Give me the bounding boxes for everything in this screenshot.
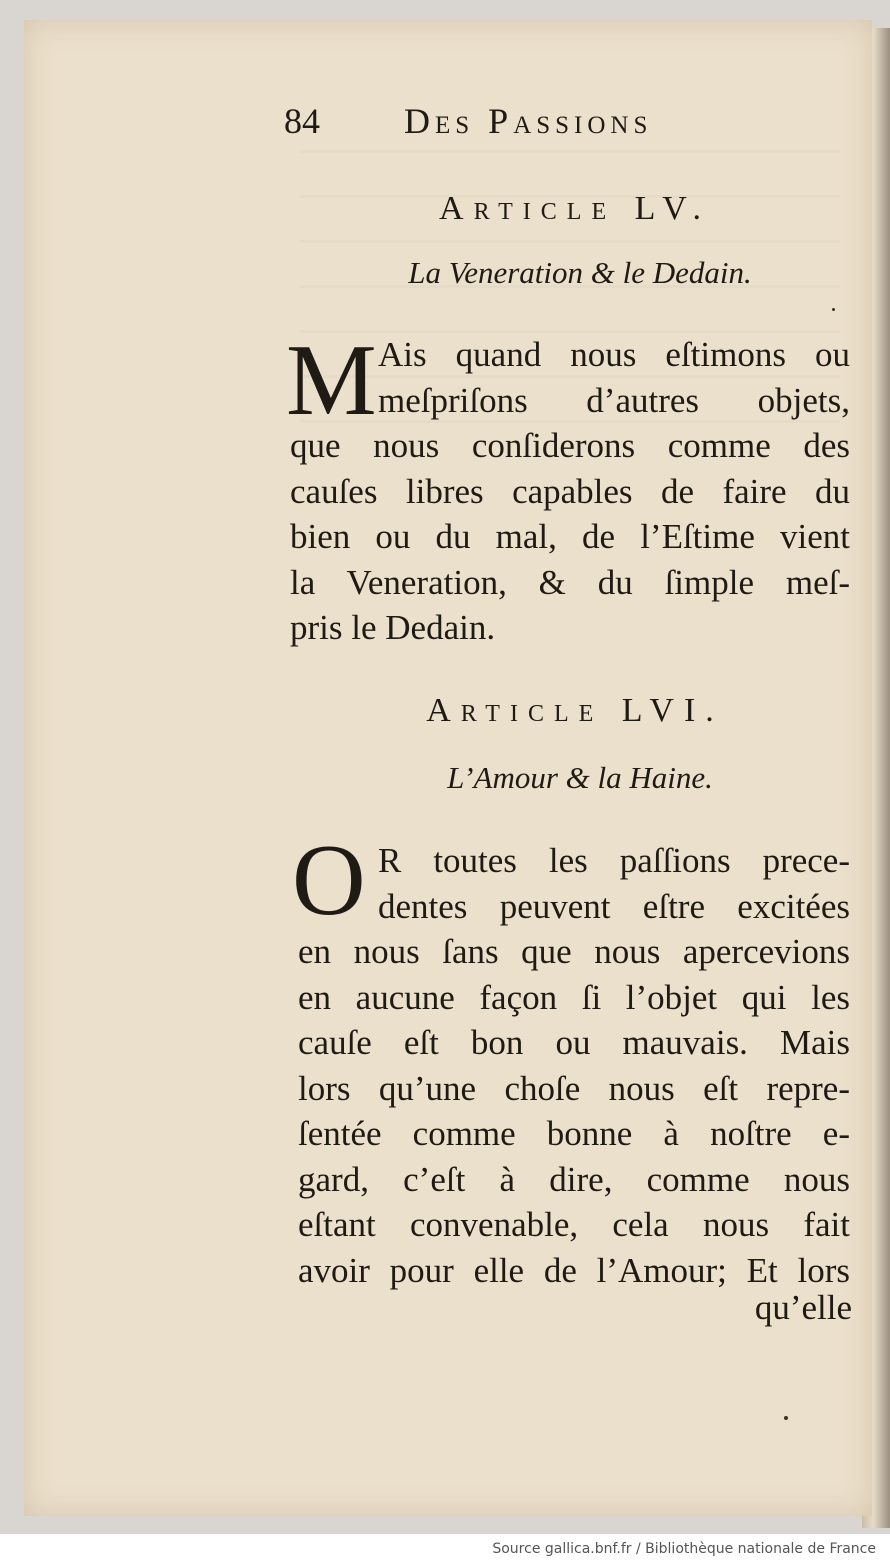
page-number: 84 [284, 101, 320, 141]
article-subtitle-55: La Veneration & le Dedain. [408, 255, 752, 290]
drop-cap-o: O [292, 824, 366, 937]
body-line: meſpriſons d’autres objets, [378, 380, 850, 420]
body-line: Ais quand nous eſtimons ou [378, 335, 850, 374]
body-line: eſtant convenable, cela nous fait [298, 1205, 850, 1244]
catchword: qu’elle [754, 1288, 852, 1327]
drop-cap-m: M [286, 324, 377, 437]
body-line: que nous conſiderons comme des [290, 426, 850, 465]
article-55-body [290, 332, 850, 651]
body-line: la Veneration, & du ſimple meſ- [290, 562, 850, 602]
body-line: en aucune façon ſi l’objet qui les [298, 977, 850, 1017]
body-line: cauſes libres capables de faire du [290, 471, 850, 511]
body-line: pris le Dedain. [290, 608, 496, 647]
body-line: cauſe eſt bon ou mauvais. Mais [298, 1023, 850, 1062]
body-line: lors qu’une choſe nous eſt repre- [298, 1068, 850, 1108]
article-heading-56: Article LVI. [426, 692, 724, 729]
article-heading-55: Article LV. [439, 190, 711, 227]
body-line: en nous ſans que nous apercevions [298, 932, 850, 971]
body-line: bien ou du mal, de l’Eſtime vient [290, 517, 850, 556]
paper-speck [784, 1416, 788, 1420]
body-line: gard, c’eſt à dire, comme nous [298, 1159, 850, 1199]
body-line: avoir pour elle de l’Amour; Et lors [298, 1250, 850, 1290]
article-subtitle-56: L’Amour & la Haine. [447, 760, 713, 795]
article-56-body [298, 838, 850, 1293]
source-credit: Source gallica.bnf.fr / Bibliothèque nationale de France [492, 1541, 876, 1557]
body-line: ſentée comme bonne à noſtre e- [298, 1114, 850, 1153]
paper-speck [832, 308, 835, 311]
body-line: dentes peuvent eſtre excitées [378, 886, 850, 926]
body-line: R toutes les paſſions prece- [378, 841, 850, 880]
running-head [284, 100, 754, 150]
book-title: Des Passions [404, 101, 653, 141]
